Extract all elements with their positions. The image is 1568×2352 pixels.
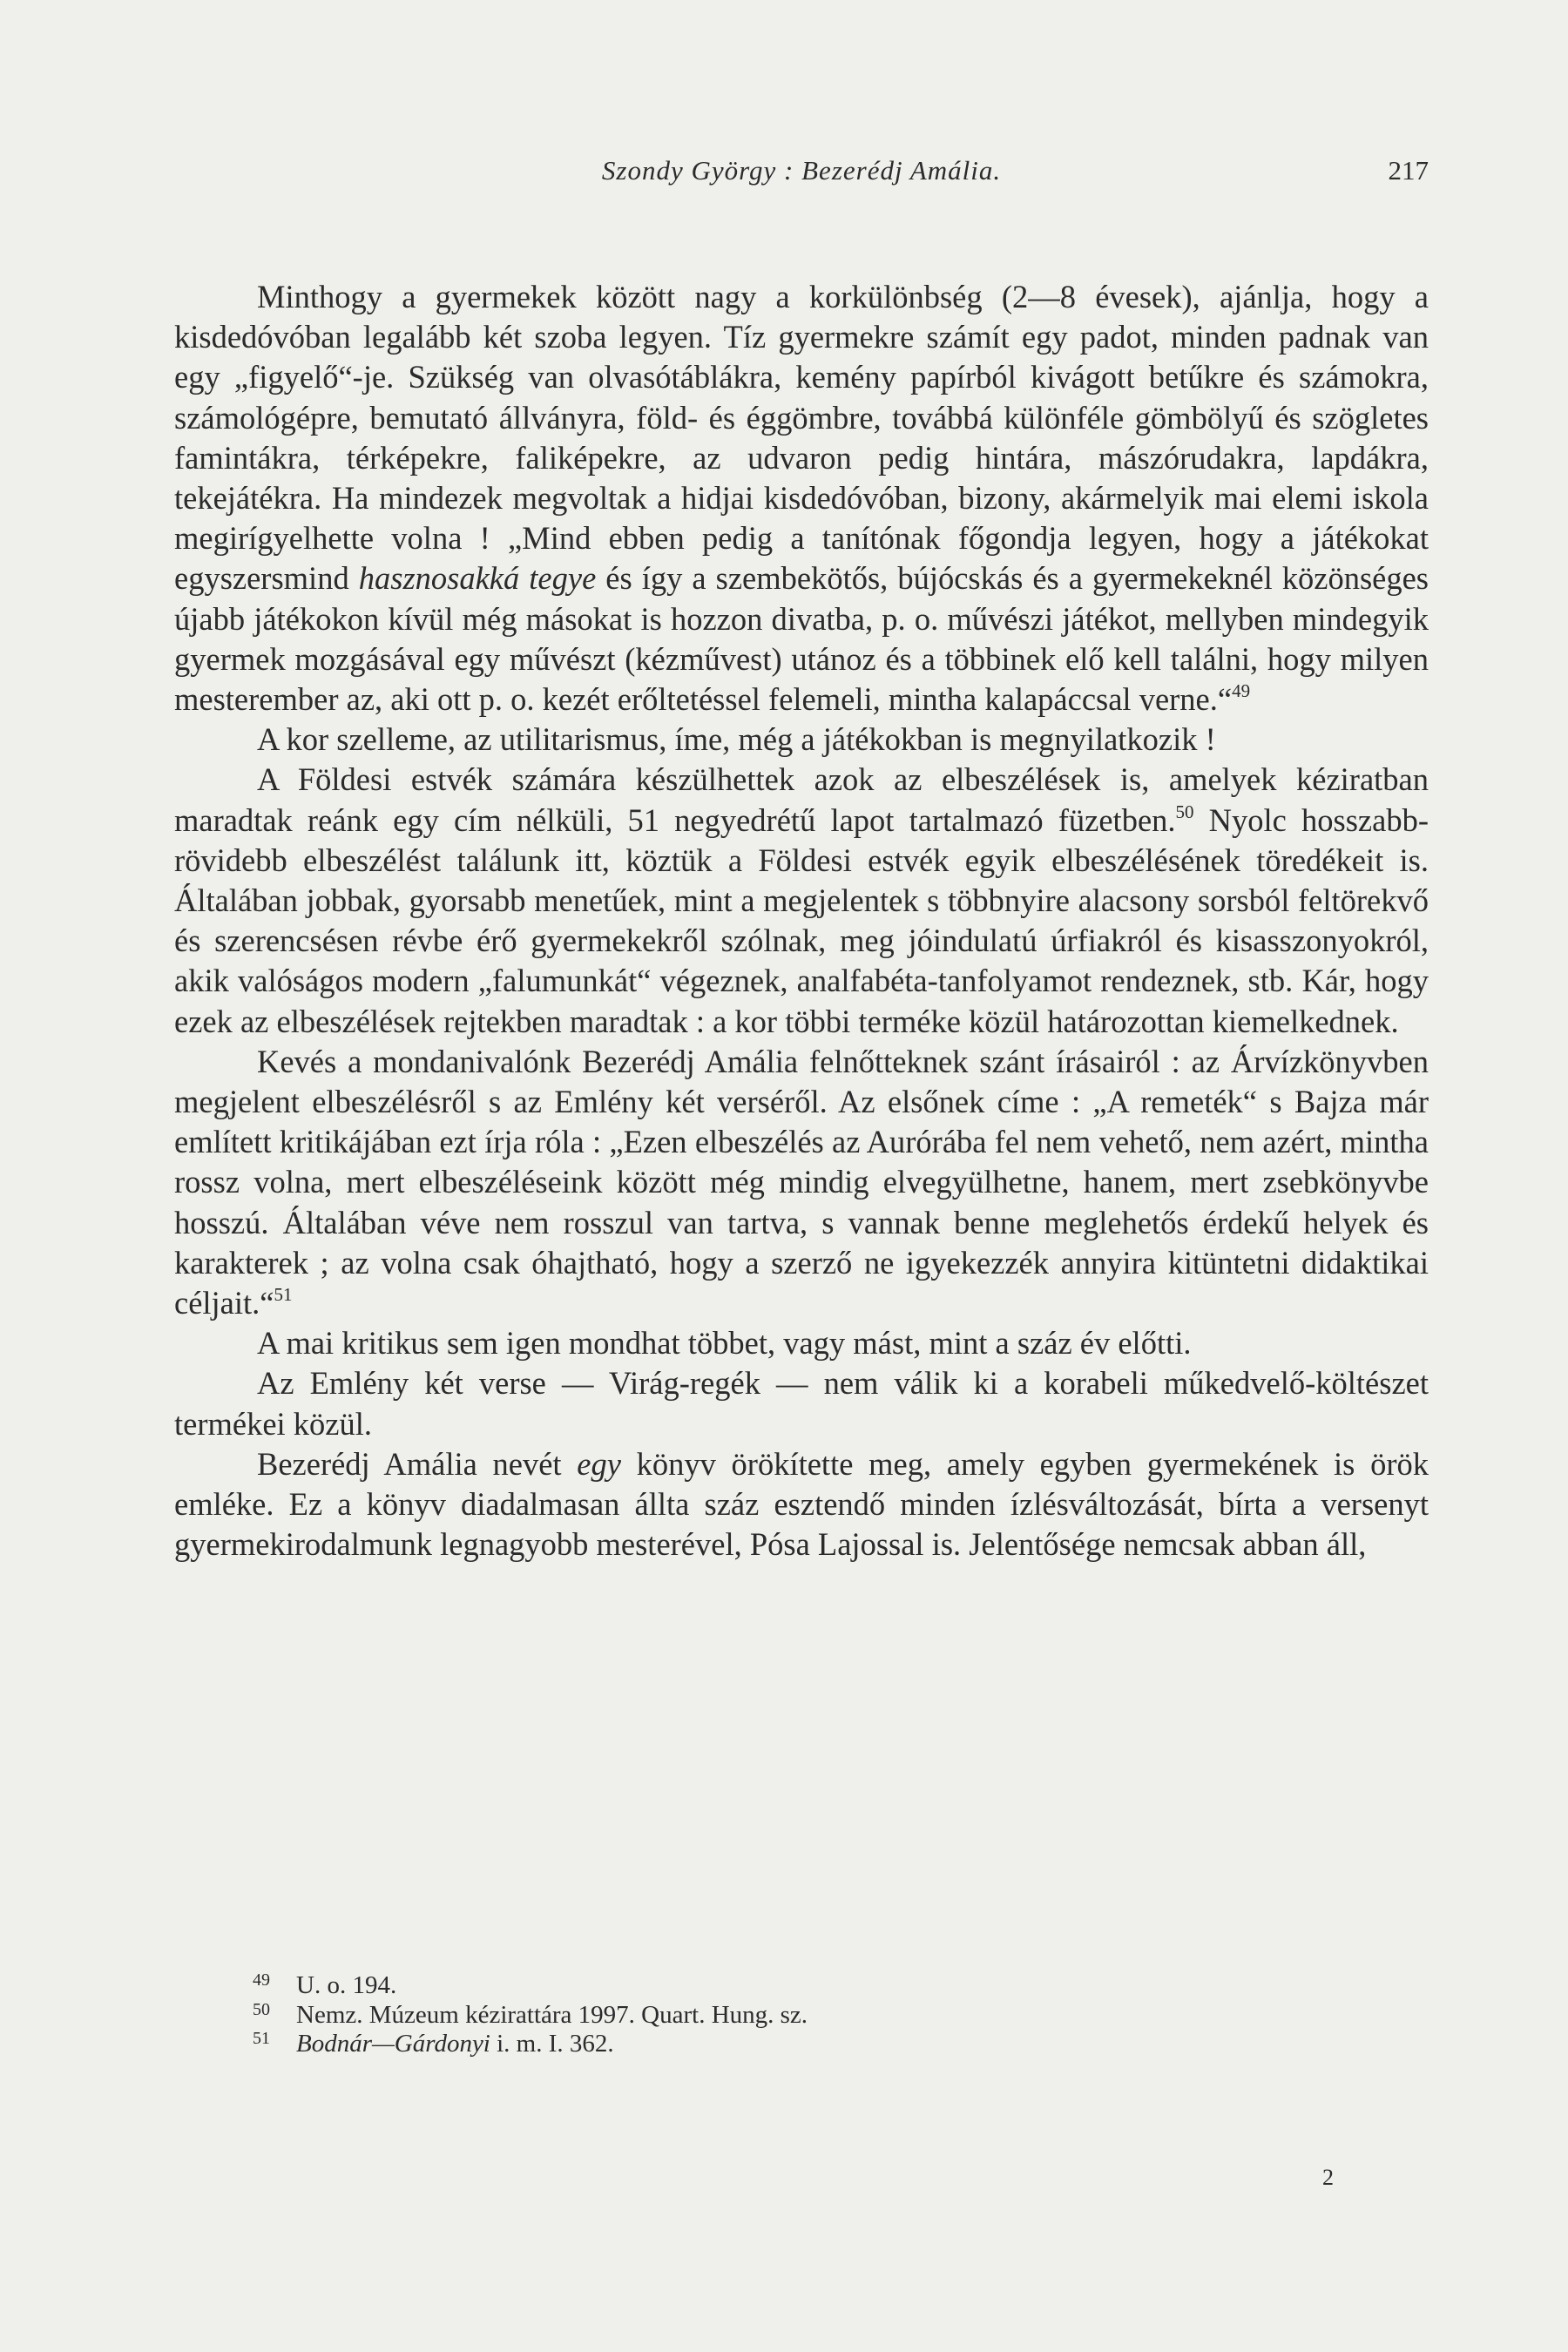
page-number: 217 (1388, 155, 1429, 186)
text-run: U. o. 194. (296, 1971, 397, 1999)
footnote-ref: 49 (1232, 680, 1251, 702)
footnote-text (296, 2030, 614, 2059)
text-run: és így a szembekötős, bújócskás és a gyermekeknél közönséges újabb játékokon kívül még másokat is hozzon divatba, p. o. művészi játékot, mellyben mindegyik gyermek mozgásával egy művészt (kézművest) utánoz és a többinek elő kell találni, hogy milyen mesterember az, aki ott p. o. kezét erőltetéssel felemeli, mintha kalapáccsal verne.“ (174, 560, 1429, 718)
italic-text: hasznosakká tegye (358, 560, 597, 597)
paragraph (174, 720, 1429, 760)
text-run: Kevés a mondanivalónk Bezerédj Amália felnőtteknek szánt írásairól : az Árvízkönyvben megjelent elbeszélésről s az Emlény két verséről. Az elsőnek címe : „A remeték“ s Bajza már említett kritikájában ezt írja róla : „Ezen elbeszélés az Aurórába fel nem vehető, nem azért, mintha rossz volna, mert elbeszéléseink között még mindig elvegyülhetne, hanem, mert zsebkönyvbe hosszú. Általában véve nem rosszul van tartva, s vannak benne meglehetős érdekű helyek és karakterek ; az volna csak óhajtható, hogy a szerző ne igyekezzék annyira kitüntetni didaktikai céljait.“ (174, 1043, 1429, 1321)
footnote-number: 49 (253, 1970, 270, 1990)
text-run: Nemz. Múzeum kézirattára 1997. Quart. Hung. sz. (296, 2000, 808, 2029)
body-text (174, 277, 1429, 1565)
running-title: Szondy György : Bezerédj Amália. (601, 155, 1002, 186)
paragraph (174, 1042, 1429, 1323)
footnote-ref: 50 (1175, 801, 1194, 822)
footnotes (253, 1971, 1385, 2059)
paragraph (174, 1363, 1429, 1443)
italic-text: egy (577, 1445, 621, 1482)
text-run: Az Emlény két verse — Virág-regék — nem válik ki a korabeli műkedvelő-költészet termékei közül. (174, 1365, 1429, 1442)
footnote-text (296, 2001, 808, 2031)
footnote-text (296, 1971, 396, 2001)
paragraph (174, 760, 1429, 1041)
text-run: A mai kritikus sem igen mondhat többet, vagy mást, mint a száz év előtti. (257, 1325, 1192, 1362)
footnote-number: 51 (253, 2029, 270, 2048)
footnote (253, 2001, 1385, 2031)
text-run: könyv örökítette meg, amely egyben gyermekének is örök emléke. Ez a könyv diadalmasan állta száz esztendő minden ízlésváltozását, bírta a versenyt gyermekirodalmunk legnagyobb mesterével, Pósa Lajossal is. Jelentősége nemcsak abban áll, (174, 1445, 1429, 1563)
footnote (253, 1971, 1385, 2001)
footnote (253, 2030, 1385, 2059)
paragraph (174, 1323, 1429, 1363)
paragraph (174, 277, 1429, 720)
text-run: Nyolc hosszabb-rövidebb elbeszélést találunk itt, köztük a Földesi estvék egyik elbeszélésének töredékeit is. Általában jobbak, gyorsabb menetűek, mint a megjelentek s többnyire alacsony sorsból feltörekvő és szerencsésen révbe érő gyermekekről szólnak, meg jóindulatú úrfiakról és kisasszonyokról, akik valóságos modern „falumunkát“ végeznek, analfabéta-tanfolyamot rendeznek, stb. Kár, hogy ezek az elbeszélések rejtekben maradtak : a kor többi terméke közül határozottan kiemelkednek. (174, 801, 1429, 1039)
text-run: A Földesi estvék számára készülhettek azok az elbeszélések is, amelyek kéziratban maradtak reánk egy cím nélküli, 51 negyedrétű lapot tartalmazó füzetben. (174, 761, 1429, 838)
text-run: Bezerédj Amália nevét (257, 1445, 578, 1482)
text-run: Minthogy a gyermekek között nagy a korkülönbség (2—8 évesek), ajánlja, hogy a kisdedóvóban legalább két szoba legyen. Tíz gyermekre számít egy padot, minden padnak van egy „figyelő“-je. Szükség van olvasótáblákra, kemény papírból kivágott betűkre és számokra, számológépre, bemutató állványra, föld- és éggömbre, továbbá különféle gömbölyű és szögletes famintákra, térképekre, faliképekre, az udvaron pedig hintára, mászórudakra, lapdákra, tekejátékra. Ha mindezek megvoltak a hidjai kisdedóvóban, bizony, akármelyik mai elemi iskola megirígyelhette volna ! „Mind ebben pedig a tanítónak főgondja legyen, hogy a játékokat egyszersmind (174, 279, 1429, 597)
running-head (174, 155, 1429, 199)
text-run: i. m. I. 362. (490, 2030, 614, 2058)
paragraph (174, 1444, 1429, 1565)
signature-mark: 2 (1322, 2165, 1334, 2190)
footnote-number: 50 (253, 1999, 270, 2019)
text-run: A kor szelleme, az utilitarismus, íme, még a játékokban is megnyilatkozik ! (257, 721, 1216, 758)
italic-text: Bodnár—Gárdonyi (296, 2030, 490, 2058)
footnote-ref: 51 (274, 1284, 293, 1306)
